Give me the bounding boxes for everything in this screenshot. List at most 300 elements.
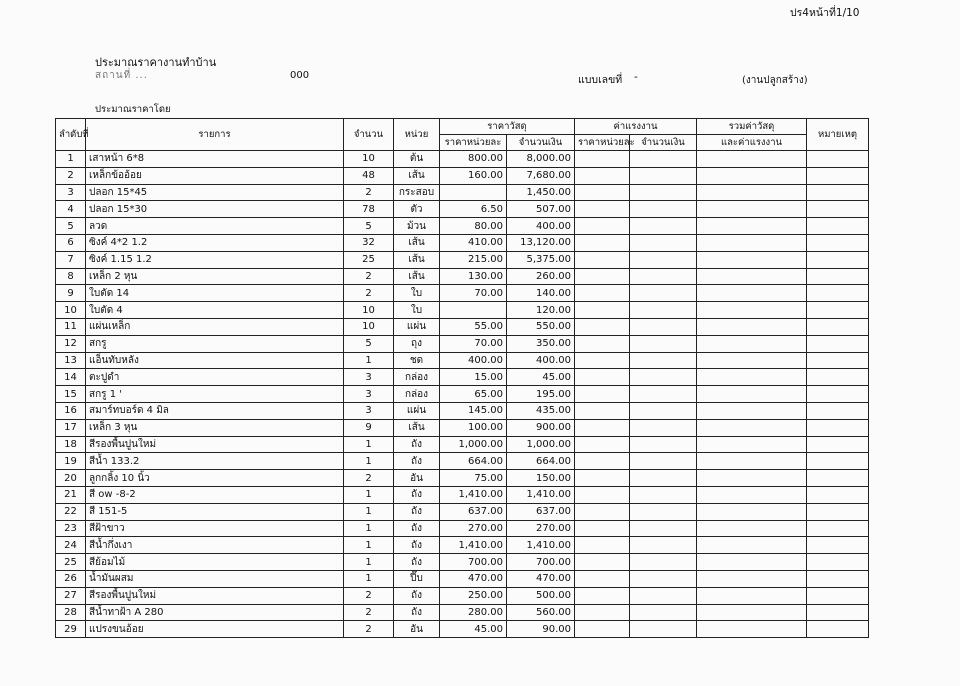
row-labor-unit-price	[575, 151, 630, 168]
table-row	[56, 554, 869, 571]
row-remark	[807, 419, 869, 436]
row-unit: ใบ	[394, 302, 440, 319]
row-unit: เส้น	[394, 234, 440, 251]
row-qty: 32	[344, 234, 394, 251]
row-remark	[807, 167, 869, 184]
row-material-unit-price: 800.00	[440, 151, 507, 168]
row-labor-total	[630, 285, 697, 302]
row-seq: 11	[56, 318, 86, 335]
row-material-unit-price: 130.00	[440, 268, 507, 285]
table-row	[56, 436, 869, 453]
row-item: สมาร์ทบอร์ด 4 มิล	[86, 402, 344, 419]
row-sum	[697, 470, 807, 487]
row-remark	[807, 436, 869, 453]
row-material-unit-price: 700.00	[440, 554, 507, 571]
row-remark	[807, 201, 869, 218]
row-qty: 5	[344, 335, 394, 352]
row-sum	[697, 218, 807, 235]
row-sum	[697, 369, 807, 386]
row-item: เหล็ก 3 หุน	[86, 419, 344, 436]
row-qty: 2	[344, 285, 394, 302]
row-unit: ถัง	[394, 486, 440, 503]
row-qty: 2	[344, 470, 394, 487]
row-material-total: 7,680.00	[507, 167, 575, 184]
row-labor-total	[630, 503, 697, 520]
row-material-total: 350.00	[507, 335, 575, 352]
row-material-total: 120.00	[507, 302, 575, 319]
table-row	[56, 318, 869, 335]
row-seq: 26	[56, 570, 86, 587]
row-remark	[807, 369, 869, 386]
row-remark	[807, 302, 869, 319]
row-seq: 22	[56, 503, 86, 520]
row-seq: 24	[56, 537, 86, 554]
table-row	[56, 352, 869, 369]
row-sum	[697, 335, 807, 352]
row-seq: 3	[56, 184, 86, 201]
row-material-total: 1,410.00	[507, 486, 575, 503]
row-material-total: 900.00	[507, 419, 575, 436]
table-row	[56, 285, 869, 302]
table-row	[56, 251, 869, 268]
row-material-unit-price: 1,000.00	[440, 436, 507, 453]
row-item: สกรู	[86, 335, 344, 352]
row-labor-total	[630, 352, 697, 369]
amount-fragment: 000	[290, 70, 310, 81]
row-unit: ตัว	[394, 201, 440, 218]
row-qty: 1	[344, 554, 394, 571]
row-labor-unit-price	[575, 621, 630, 638]
row-labor-total	[630, 520, 697, 537]
row-unit: ชด	[394, 352, 440, 369]
row-item: ใบตัด 14	[86, 285, 344, 302]
row-sum	[697, 520, 807, 537]
row-remark	[807, 352, 869, 369]
row-unit: ถุง	[394, 335, 440, 352]
row-qty: 9	[344, 419, 394, 436]
table-row	[56, 587, 869, 604]
row-qty: 1	[344, 503, 394, 520]
row-material-unit-price: 6.50	[440, 201, 507, 218]
row-material-total: 150.00	[507, 470, 575, 487]
row-item: สีน้ำกึ่งเงา	[86, 537, 344, 554]
row-labor-total	[630, 537, 697, 554]
table-row	[56, 386, 869, 403]
row-sum	[697, 621, 807, 638]
row-material-unit-price: 75.00	[440, 470, 507, 487]
row-qty: 2	[344, 604, 394, 621]
row-unit: อัน	[394, 621, 440, 638]
row-labor-unit-price	[575, 604, 630, 621]
row-remark	[807, 503, 869, 520]
row-seq: 19	[56, 453, 86, 470]
row-seq: 9	[56, 285, 86, 302]
row-item: เหล็กข้ออ้อย	[86, 167, 344, 184]
row-seq: 13	[56, 352, 86, 369]
row-unit: ถัง	[394, 453, 440, 470]
row-sum	[697, 402, 807, 419]
row-material-total: 8,000.00	[507, 151, 575, 168]
row-material-unit-price	[440, 302, 507, 319]
row-seq: 1	[56, 151, 86, 168]
row-qty: 1	[344, 352, 394, 369]
row-qty: 1	[344, 520, 394, 537]
row-qty: 1	[344, 486, 394, 503]
row-qty: 2	[344, 587, 394, 604]
row-labor-total	[630, 386, 697, 403]
row-unit: ม้วน	[394, 218, 440, 235]
row-material-unit-price: 215.00	[440, 251, 507, 268]
row-qty: 5	[344, 218, 394, 235]
row-seq: 16	[56, 402, 86, 419]
row-unit: แผ่น	[394, 402, 440, 419]
row-item: ปลอก 15*45	[86, 184, 344, 201]
row-remark	[807, 251, 869, 268]
row-labor-total	[630, 470, 697, 487]
row-item: สีน้ำ 133.2	[86, 453, 344, 470]
row-remark	[807, 554, 869, 571]
row-item: ลูกกลิ้ง 10 นิ้ว	[86, 470, 344, 487]
row-remark	[807, 537, 869, 554]
row-sum	[697, 419, 807, 436]
table-row	[56, 419, 869, 436]
header-labor-total: จำนวนเงิน	[630, 135, 697, 151]
row-item: แอ็นทับหลัง	[86, 352, 344, 369]
table-row	[56, 218, 869, 235]
row-material-total: 700.00	[507, 554, 575, 571]
row-material-total: 260.00	[507, 268, 575, 285]
row-material-total: 664.00	[507, 453, 575, 470]
row-labor-total	[630, 218, 697, 235]
header-unit: หน่วย	[394, 119, 440, 151]
row-item: ปลอก 15*30	[86, 201, 344, 218]
row-material-total: 637.00	[507, 503, 575, 520]
row-sum	[697, 302, 807, 319]
row-labor-unit-price	[575, 402, 630, 419]
header-sum-line1: รวมค่าวัสดุ	[697, 119, 807, 135]
row-remark	[807, 335, 869, 352]
row-qty: 25	[344, 251, 394, 268]
row-material-unit-price: 664.00	[440, 453, 507, 470]
row-remark	[807, 486, 869, 503]
row-material-unit-price: 160.00	[440, 167, 507, 184]
row-material-unit-price: 1,410.00	[440, 537, 507, 554]
header-sum-line2: และค่าแรงงาน	[697, 135, 807, 151]
table-row	[56, 604, 869, 621]
row-material-total: 507.00	[507, 201, 575, 218]
row-labor-unit-price	[575, 520, 630, 537]
row-labor-total	[630, 251, 697, 268]
row-qty: 1	[344, 453, 394, 470]
row-seq: 29	[56, 621, 86, 638]
row-sum	[697, 503, 807, 520]
row-material-unit-price: 1,410.00	[440, 486, 507, 503]
row-unit: แผ่น	[394, 318, 440, 335]
table-body	[56, 151, 869, 638]
row-remark	[807, 587, 869, 604]
row-unit: ถัง	[394, 604, 440, 621]
job-type: (งานปลูกสร้าง)	[742, 75, 808, 86]
row-qty: 48	[344, 167, 394, 184]
row-labor-total	[630, 335, 697, 352]
row-sum	[697, 151, 807, 168]
row-labor-unit-price	[575, 486, 630, 503]
row-material-total: 400.00	[507, 352, 575, 369]
row-sum	[697, 251, 807, 268]
row-material-total: 550.00	[507, 318, 575, 335]
row-sum	[697, 436, 807, 453]
row-sum	[697, 486, 807, 503]
row-unit: เส้น	[394, 167, 440, 184]
row-seq: 2	[56, 167, 86, 184]
row-unit: ต้น	[394, 151, 440, 168]
row-sum	[697, 537, 807, 554]
row-item: สีย้อมไม้	[86, 554, 344, 571]
row-labor-total	[630, 604, 697, 621]
row-labor-unit-price	[575, 369, 630, 386]
row-remark	[807, 184, 869, 201]
row-labor-unit-price	[575, 537, 630, 554]
row-material-unit-price: 270.00	[440, 520, 507, 537]
row-remark	[807, 402, 869, 419]
plan-number-value: -	[634, 71, 638, 83]
row-seq: 20	[56, 470, 86, 487]
row-qty: 10	[344, 302, 394, 319]
row-material-unit-price: 80.00	[440, 218, 507, 235]
row-labor-total	[630, 570, 697, 587]
row-material-total: 400.00	[507, 218, 575, 235]
table-row	[56, 402, 869, 419]
row-labor-total	[630, 302, 697, 319]
row-seq: 12	[56, 335, 86, 352]
row-seq: 21	[56, 486, 86, 503]
row-material-unit-price: 470.00	[440, 570, 507, 587]
row-material-total: 1,000.00	[507, 436, 575, 453]
row-labor-total	[630, 486, 697, 503]
row-sum	[697, 386, 807, 403]
row-qty: 10	[344, 151, 394, 168]
row-remark	[807, 318, 869, 335]
row-item: ลวด	[86, 218, 344, 235]
row-seq: 25	[56, 554, 86, 571]
table-row	[56, 369, 869, 386]
row-labor-total	[630, 201, 697, 218]
row-material-unit-price: 70.00	[440, 335, 507, 352]
row-item: สีรองพื้นปูนใหม่	[86, 587, 344, 604]
row-material-total: 500.00	[507, 587, 575, 604]
table-row	[56, 268, 869, 285]
row-material-unit-price: 400.00	[440, 352, 507, 369]
row-seq: 6	[56, 234, 86, 251]
row-qty: 10	[344, 318, 394, 335]
row-remark	[807, 570, 869, 587]
row-material-unit-price: 637.00	[440, 503, 507, 520]
row-material-total: 470.00	[507, 570, 575, 587]
header-material-group: ราคาวัสดุ	[440, 119, 575, 135]
row-remark	[807, 151, 869, 168]
table-row	[56, 470, 869, 487]
row-labor-unit-price	[575, 218, 630, 235]
row-unit: กระสอบ	[394, 184, 440, 201]
row-labor-unit-price	[575, 251, 630, 268]
row-seq: 23	[56, 520, 86, 537]
table-row	[56, 520, 869, 537]
table-row	[56, 184, 869, 201]
row-item: เหล็ก 2 หุน	[86, 268, 344, 285]
row-material-unit-price: 45.00	[440, 621, 507, 638]
row-seq: 18	[56, 436, 86, 453]
row-labor-total	[630, 184, 697, 201]
row-sum	[697, 268, 807, 285]
row-labor-total	[630, 268, 697, 285]
row-qty: 78	[344, 201, 394, 218]
row-labor-total	[630, 369, 697, 386]
row-item: สี 151-5	[86, 503, 344, 520]
table-row	[56, 234, 869, 251]
row-material-total: 13,120.00	[507, 234, 575, 251]
row-item: สีน้ำทาฝ้า A 280	[86, 604, 344, 621]
header-item: รายการ	[86, 119, 344, 151]
table-row	[56, 167, 869, 184]
row-labor-total	[630, 419, 697, 436]
row-material-total: 5,375.00	[507, 251, 575, 268]
row-qty: 2	[344, 268, 394, 285]
row-qty: 2	[344, 621, 394, 638]
row-labor-unit-price	[575, 302, 630, 319]
row-unit: ใบ	[394, 285, 440, 302]
row-labor-unit-price	[575, 167, 630, 184]
row-seq: 15	[56, 386, 86, 403]
row-labor-unit-price	[575, 201, 630, 218]
row-labor-unit-price	[575, 503, 630, 520]
row-unit: ถัง	[394, 436, 440, 453]
row-remark	[807, 520, 869, 537]
row-sum	[697, 453, 807, 470]
row-sum	[697, 234, 807, 251]
table-row	[56, 621, 869, 638]
header-material-unit-price: ราคาหน่วยละ	[440, 135, 507, 151]
header-seq: ลำดับที่	[56, 119, 86, 151]
row-unit: ถัง	[394, 520, 440, 537]
row-material-total: 90.00	[507, 621, 575, 638]
row-unit: ถัง	[394, 537, 440, 554]
row-item: สี ow -8-2	[86, 486, 344, 503]
row-unit: ถัง	[394, 503, 440, 520]
row-seq: 27	[56, 587, 86, 604]
row-remark	[807, 453, 869, 470]
header-labor-group: ค่าแรงงาน	[575, 119, 697, 135]
row-labor-total	[630, 554, 697, 571]
row-seq: 5	[56, 218, 86, 235]
row-unit: อัน	[394, 470, 440, 487]
row-material-unit-price: 410.00	[440, 234, 507, 251]
row-remark	[807, 386, 869, 403]
row-material-unit-price	[440, 184, 507, 201]
row-material-unit-price: 280.00	[440, 604, 507, 621]
row-labor-total	[630, 318, 697, 335]
row-qty: 1	[344, 537, 394, 554]
row-seq: 17	[56, 419, 86, 436]
plan-number-label: แบบเลขที่	[578, 74, 623, 86]
row-labor-total	[630, 587, 697, 604]
row-labor-unit-price	[575, 184, 630, 201]
header-remark: หมายเหตุ	[807, 119, 869, 151]
row-seq: 28	[56, 604, 86, 621]
row-labor-unit-price	[575, 386, 630, 403]
row-material-total: 270.00	[507, 520, 575, 537]
row-material-total: 140.00	[507, 285, 575, 302]
header-material-total: จำนวนเงิน	[507, 135, 575, 151]
row-sum	[697, 184, 807, 201]
row-item: ซิงค์ 1.15 1.2	[86, 251, 344, 268]
row-remark	[807, 234, 869, 251]
row-unit: กล่อง	[394, 386, 440, 403]
row-seq: 8	[56, 268, 86, 285]
row-item: ใบตัด 4	[86, 302, 344, 319]
row-material-total: 45.00	[507, 369, 575, 386]
row-qty: 3	[344, 402, 394, 419]
table-row	[56, 335, 869, 352]
row-material-unit-price: 250.00	[440, 587, 507, 604]
row-seq: 10	[56, 302, 86, 319]
row-material-unit-price: 100.00	[440, 419, 507, 436]
row-labor-unit-price	[575, 268, 630, 285]
row-remark	[807, 285, 869, 302]
row-item: ซิงค์ 4*2 1.2	[86, 234, 344, 251]
row-remark	[807, 218, 869, 235]
estimator-label: ประมาณราคาโดย	[95, 104, 171, 115]
row-item: สีรองพื้นปูนใหม่	[86, 436, 344, 453]
row-labor-total	[630, 436, 697, 453]
row-labor-unit-price	[575, 335, 630, 352]
row-labor-unit-price	[575, 453, 630, 470]
row-labor-total	[630, 402, 697, 419]
row-labor-unit-price	[575, 554, 630, 571]
row-material-total: 1,450.00	[507, 184, 575, 201]
table-row	[56, 453, 869, 470]
row-material-unit-price: 145.00	[440, 402, 507, 419]
row-labor-unit-price	[575, 285, 630, 302]
row-qty: 2	[344, 184, 394, 201]
row-labor-unit-price	[575, 587, 630, 604]
row-item: สีฝ้าขาว	[86, 520, 344, 537]
table-row	[56, 537, 869, 554]
row-material-total: 435.00	[507, 402, 575, 419]
row-material-total: 195.00	[507, 386, 575, 403]
page-code: ปร4หน้าที่1/10	[790, 7, 860, 19]
row-material-unit-price: 70.00	[440, 285, 507, 302]
row-unit: กล่อง	[394, 369, 440, 386]
row-sum	[697, 352, 807, 369]
row-qty: 1	[344, 570, 394, 587]
row-item: ตะปูดำ	[86, 369, 344, 386]
row-material-unit-price: 15.00	[440, 369, 507, 386]
row-labor-unit-price	[575, 318, 630, 335]
row-item: แผ่นเหล็ก	[86, 318, 344, 335]
row-labor-unit-price	[575, 470, 630, 487]
row-qty: 3	[344, 369, 394, 386]
row-sum	[697, 570, 807, 587]
row-sum	[697, 285, 807, 302]
row-sum	[697, 318, 807, 335]
row-sum	[697, 587, 807, 604]
row-unit: ถัง	[394, 554, 440, 571]
row-sum	[697, 554, 807, 571]
row-remark	[807, 470, 869, 487]
row-seq: 7	[56, 251, 86, 268]
row-remark	[807, 621, 869, 638]
row-material-total: 1,410.00	[507, 537, 575, 554]
